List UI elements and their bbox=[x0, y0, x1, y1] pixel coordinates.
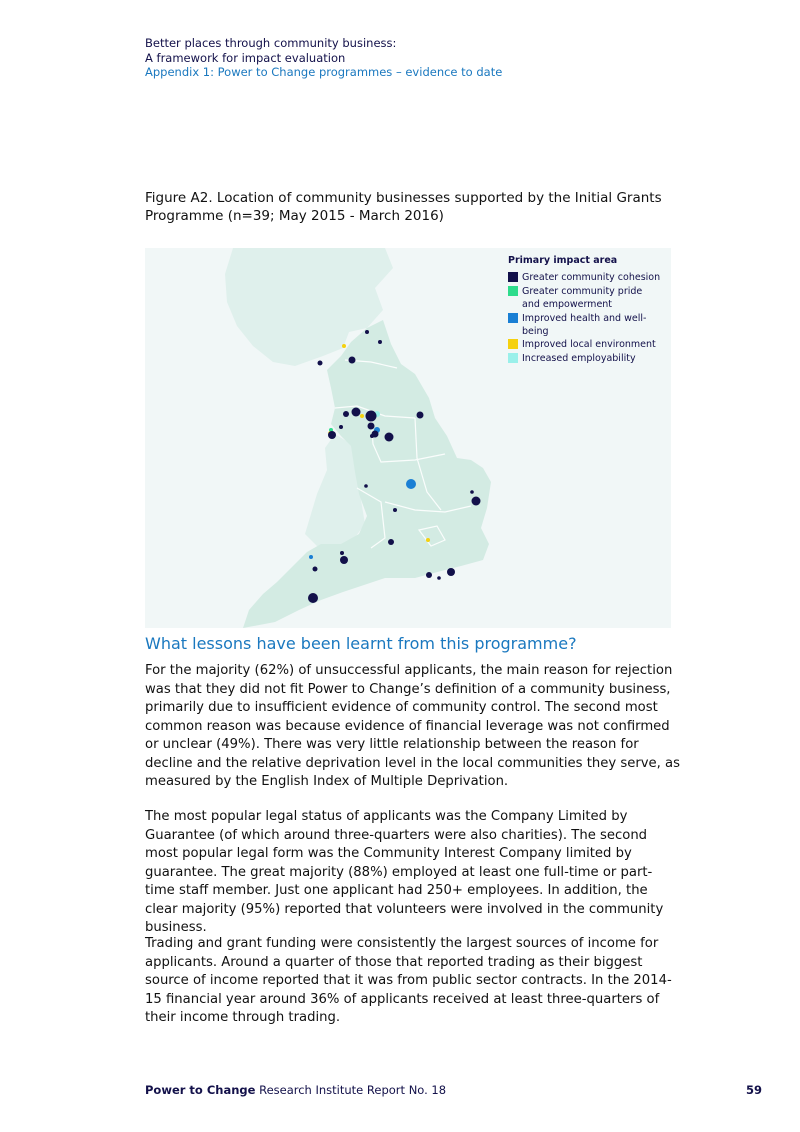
marker-cohesion bbox=[366, 411, 377, 422]
legend-item-cohesion bbox=[508, 271, 671, 284]
marker-cohesion bbox=[308, 593, 318, 603]
section-heading: What lessons have been learnt from this programme? bbox=[145, 634, 577, 653]
legend-swatch bbox=[508, 272, 518, 282]
header-line-1: Better places through community business: bbox=[145, 36, 397, 50]
header-line-3: Appendix 1: Power to Change programmes – evidence to date bbox=[145, 65, 503, 79]
legend-item-environment bbox=[508, 338, 671, 351]
figure-caption: Figure A2. Location of community businesses supported by the Initial Grants Programme (n=39; May 2015 - March 2016) bbox=[145, 190, 662, 224]
marker-health bbox=[309, 555, 313, 559]
header-line-2: A framework for impact evaluation bbox=[145, 50, 346, 65]
legend-swatch bbox=[508, 353, 518, 363]
legend-label: Greater community cohesion bbox=[522, 272, 661, 284]
marker-cohesion bbox=[470, 490, 474, 494]
legend-swatch bbox=[508, 313, 518, 323]
marker-cohesion bbox=[378, 340, 382, 344]
legend-item-pride bbox=[508, 285, 671, 312]
footer-brand: Power to Change bbox=[145, 1083, 256, 1097]
page-footer bbox=[145, 1083, 762, 1097]
footer-report: Research Institute Report No. 18 bbox=[255, 1083, 447, 1097]
marker-cohesion bbox=[343, 411, 349, 417]
marker-cohesion bbox=[368, 423, 375, 430]
body-paragraph-2: The most popular legal status of applicants was the Company Limited by Guarantee (of which around three-quarters were also charities). The second most popular legal form was the Community Interest Company limited by guarantee. The great majority (88%) employed at least one full-time or part-time staff member. Just one applicant had 250+ employees. In addition, the clear majority (95%) reported that volunteers were involved in the community business. bbox=[145, 809, 664, 935]
map-panel bbox=[145, 248, 671, 628]
marker-cohesion bbox=[388, 539, 394, 545]
marker-cohesion bbox=[385, 433, 394, 442]
body-paragraph-1: For the majority (62%) of unsuccessful applicants, the main reason for rejection was that they did not fit Power to Change’s definition of a community business, primarily due to insufficient evidence of community control. The second most common reason was because evidence of financial leverage was not confirmed or unclear (49%). There was very little relationship between the reason for decline and the relative deprivation level in the local communities they serve, as measured by the English Index of Multiple Deprivation. bbox=[145, 663, 680, 789]
marker-cohesion bbox=[417, 412, 424, 419]
marker-cohesion bbox=[370, 434, 374, 438]
marker-cohesion bbox=[364, 484, 368, 488]
legend-label: Greater community pride and empowerment bbox=[522, 285, 643, 311]
marker-cohesion bbox=[349, 357, 356, 364]
legend-swatch bbox=[508, 286, 518, 296]
legend-item-health bbox=[508, 312, 671, 339]
marker-cohesion bbox=[328, 431, 336, 439]
marker-cohesion bbox=[340, 556, 348, 564]
marker-cohesion bbox=[340, 551, 344, 555]
marker-cohesion bbox=[437, 576, 441, 580]
legend-label: Increased employability bbox=[522, 352, 636, 364]
legend-label: Improved local environment bbox=[522, 339, 656, 351]
marker-cohesion bbox=[339, 425, 343, 429]
marker-cohesion bbox=[426, 572, 432, 578]
legend-title: Primary impact area bbox=[508, 255, 618, 266]
running-header bbox=[145, 36, 502, 80]
marker-environment bbox=[426, 538, 430, 542]
body-paragraph-3: Trading and grant funding were consistently the largest sources of income for applicants. Around a quarter of those that reported trading as their biggest source of income reported that it was from public sector contracts. In the 2014-15 financial year around 36% of applicants received at least three-quarters of their income through trading. bbox=[145, 936, 672, 1025]
marker-environment bbox=[342, 344, 346, 348]
marker-cohesion bbox=[365, 330, 369, 334]
page-number: 59 bbox=[745, 1083, 762, 1097]
marker-health bbox=[406, 479, 416, 489]
england-land bbox=[243, 320, 491, 628]
marker-cohesion bbox=[472, 497, 481, 506]
legend-label: Improved health and well-being bbox=[522, 312, 647, 338]
marker-cohesion bbox=[352, 408, 361, 417]
map-legend bbox=[508, 254, 671, 365]
marker-environment bbox=[360, 414, 364, 418]
marker-cohesion bbox=[313, 567, 318, 572]
legend-item-employability bbox=[508, 352, 671, 365]
marker-cohesion bbox=[318, 361, 323, 366]
marker-cohesion bbox=[393, 508, 397, 512]
marker-cohesion bbox=[447, 568, 455, 576]
legend-swatch bbox=[508, 339, 518, 349]
